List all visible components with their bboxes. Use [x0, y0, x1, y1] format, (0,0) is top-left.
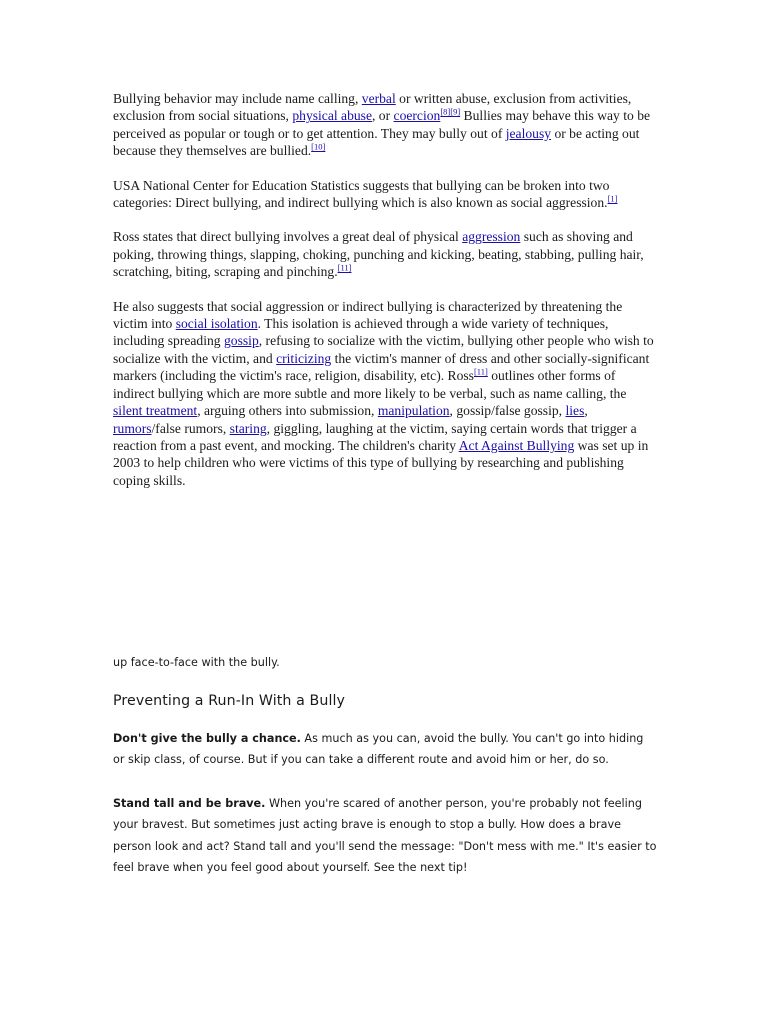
link-physical-abuse[interactable]: physical abuse [292, 108, 372, 124]
link-lies[interactable]: lies [565, 403, 585, 419]
citation-10 [311, 142, 325, 152]
text: He also suggests that social aggression or indirect bullying is characterized by threatening the victim into [113, 298, 623, 332]
text: such as shoving and poking, throwing things, slapping, choking, punching and kicking, beating, stabbing, pulling hair, scratching, biting, scraping and pinching. [113, 229, 644, 280]
text: Bullies may behave this way to be perceived as popular or tough or to get attention. They may bully out of [113, 108, 651, 141]
citation-link[interactable]: [1] [607, 193, 618, 204]
link-silent-treatment[interactable]: silent treatment [113, 403, 198, 419]
tip-text: As much as you can, avoid the bully. You can't go into hiding or skip class, of course. But if you can take a different route and avoid him or her, do so. [113, 732, 644, 767]
paragraph-nces-categories [113, 177, 658, 212]
citation-11 [474, 367, 488, 377]
tip-title: Don't give the bully a chance. [113, 732, 301, 745]
text: , or [372, 108, 394, 124]
text: , [584, 403, 588, 419]
text: or written abuse, exclusion from activities, exclusion from social situations, [113, 91, 632, 124]
link-verbal[interactable]: verbal [361, 91, 396, 106]
text: outlines other forms of indirect bullying which are more subtle and more likely to be verbal, such as name calling, the [113, 368, 627, 401]
text: /false rumors, [151, 420, 230, 436]
citation-link[interactable]: [11] [337, 262, 352, 273]
paragraph-indirect-bullying [113, 298, 658, 489]
tip-text: When you're scared of another person, you're probably not feeling your bravest. But sometimes just acting brave is enough to stop a bully. How does a brave person look and act? Stand tall and you'll send the message: "Don't mess with me." It's easier to feel brave when you feel good about yourself. See the next tip! [113, 796, 657, 875]
text: Bullying behavior may include name calling, [113, 91, 362, 106]
link-coercion[interactable]: coercion [393, 108, 441, 124]
citation-link[interactable]: [8][9] [440, 106, 461, 117]
citation-link[interactable]: [10] [311, 141, 326, 152]
section-heading: Preventing a Run-In With a Bully [113, 693, 346, 709]
text: USA National Center for Education Statistics suggests that bullying can be broken into two categories: Direct bullying, and indirect bullying which is also known as social aggression. [113, 177, 610, 211]
link-rumors[interactable]: rumors [113, 420, 152, 436]
citation-link[interactable]: [11] [473, 366, 488, 377]
link-social-isolation[interactable]: social isolation [175, 316, 258, 332]
link-act-against-bullying[interactable]: Act Against Bullying [458, 437, 575, 453]
text: was set up in 2003 to help children who were victims of this type of bullying by researching and publishing coping skills. [113, 437, 649, 488]
text: Ross states that direct bullying involves a great deal of physical [113, 229, 463, 245]
paragraph-direct-bullying [113, 228, 658, 280]
link-aggression[interactable]: aggression [462, 229, 521, 245]
link-gossip[interactable]: gossip [224, 333, 259, 349]
citation-1 [608, 194, 618, 204]
text: the victim's manner of dress and other socially-significant markers (including the victim's race, religion, disability, etc). Ross [113, 350, 650, 384]
text: , arguing others into submission, [197, 403, 378, 419]
citation-11 [338, 263, 352, 273]
link-staring[interactable]: staring [229, 420, 267, 436]
continuation-text: up face-to-face with the bully. [113, 656, 280, 669]
text: . This isolation is achieved through a wide variety of techniques, including spreading [113, 316, 609, 349]
link-criticizing[interactable]: criticizing [276, 350, 332, 366]
prevention-article [113, 654, 658, 900]
tip-title: Stand tall and be brave. [113, 796, 266, 810]
link-jealousy[interactable]: jealousy [505, 125, 552, 141]
citation-8-9 [440, 107, 460, 117]
tip-avoid-bully [113, 728, 658, 771]
tip-stand-tall [113, 793, 658, 879]
text: , refusing to socialize with the victim, bullying other people who wish to socialize with the victim, and [113, 333, 654, 366]
text: , gossip/false gossip, [449, 403, 566, 419]
text: , giggling, laughing at the victim, saying certain words that trigger a reaction from a past event, and mocking. The children's charity [113, 420, 637, 453]
text: or be acting out because they themselves are bullied. [113, 125, 640, 159]
link-manipulation[interactable]: manipulation [377, 403, 450, 419]
wiki-article [113, 90, 658, 506]
paragraph-bullying-behavior [113, 90, 658, 160]
